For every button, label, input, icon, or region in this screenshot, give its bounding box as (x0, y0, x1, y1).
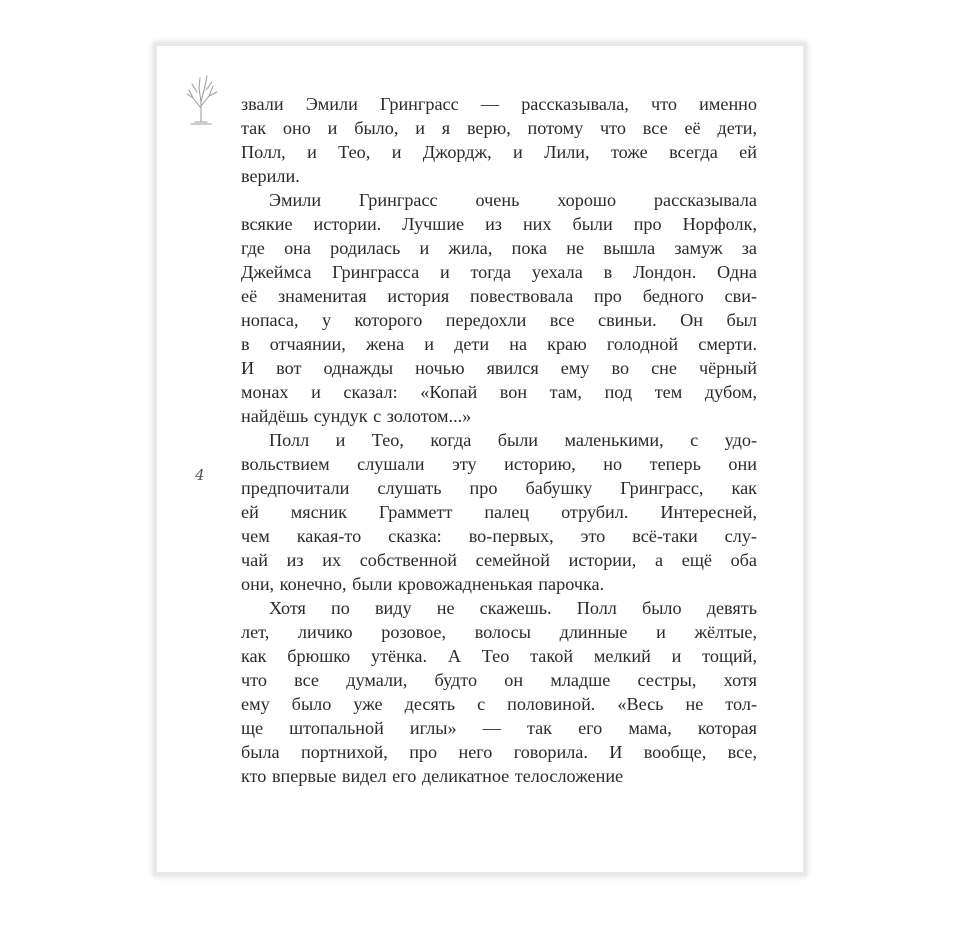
text-line: где она родилась и жила, пока не вышла замуж за (241, 238, 757, 258)
text-line: И вот однажды ночью явился ему во сне чёрный (241, 358, 757, 378)
text-line: чем какая-то сказка: во-первых, это всё-таки слу- (241, 526, 757, 546)
text-line: они, конечно, были кровожадненькая парочка. (241, 574, 605, 594)
text-line: Полл, и Тео, и Джордж, и Лили, тоже всегда ей (241, 142, 757, 162)
text-line: верили. (241, 166, 300, 186)
text-line: Хотя по виду не скажешь. Полл было девять (269, 598, 757, 618)
text-line: предпочитали слушать про бабушку Гринграсс, как (241, 478, 757, 498)
paragraph (241, 428, 757, 596)
paragraph (241, 92, 757, 188)
text-line: всякие истории. Лучшие из них были про Норфолк, (241, 214, 757, 234)
text-line: ей мясник Грамметт палец отрубил. Интересней, (241, 502, 757, 522)
text-line: так оно и было, и я верю, потому что все её дети, (241, 118, 757, 138)
tree-sketch-icon (179, 72, 223, 128)
text-line: найдёшь сундук с золотом...» (241, 406, 472, 426)
text-line: в отчаянии, жена и дети на краю голодной смерти. (241, 334, 757, 354)
book-page (157, 46, 803, 872)
text-line: чай из их собственной семейной истории, а ещё оба (241, 550, 757, 570)
text-line: лет, личико розовое, волосы длинные и жёлтые, (241, 622, 757, 642)
text-line: монах и сказал: «Копай вон там, под тем дубом, (241, 382, 757, 402)
text-line: ему было уже десять с половиной. «Весь не тол- (241, 694, 757, 714)
text-line: звали Эмили Гринграсс — рассказывала, что именно (241, 94, 757, 114)
body-text (241, 92, 757, 788)
paragraph (241, 596, 757, 788)
text-line: ще штопальной иглы» — так его мама, которая (241, 718, 757, 738)
text-line: вольствием слушали эту историю, но теперь они (241, 454, 757, 474)
text-line: её знаменитая история повествовала про бедного сви- (241, 286, 757, 306)
text-line: была портнихой, про него говорила. И вообще, все, (241, 742, 757, 762)
text-line: нопаса, у которого передохли все свиньи. Он был (241, 310, 757, 330)
text-line: кто впервые видел его деликатное телосложение (241, 766, 624, 786)
text-line: Эмили Гринграсс очень хорошо рассказывала (269, 190, 757, 210)
paragraph (241, 188, 757, 428)
page-number: 4 (195, 466, 205, 484)
text-line: Полл и Тео, когда были маленькими, с удо- (269, 430, 757, 450)
text-line: Джеймса Гринграсса и тогда уехала в Лондон. Одна (241, 262, 757, 282)
text-line: что все думали, будто он младше сестры, хотя (241, 670, 757, 690)
text-line: как брюшко утёнка. А Тео такой мелкий и тощий, (241, 646, 757, 666)
